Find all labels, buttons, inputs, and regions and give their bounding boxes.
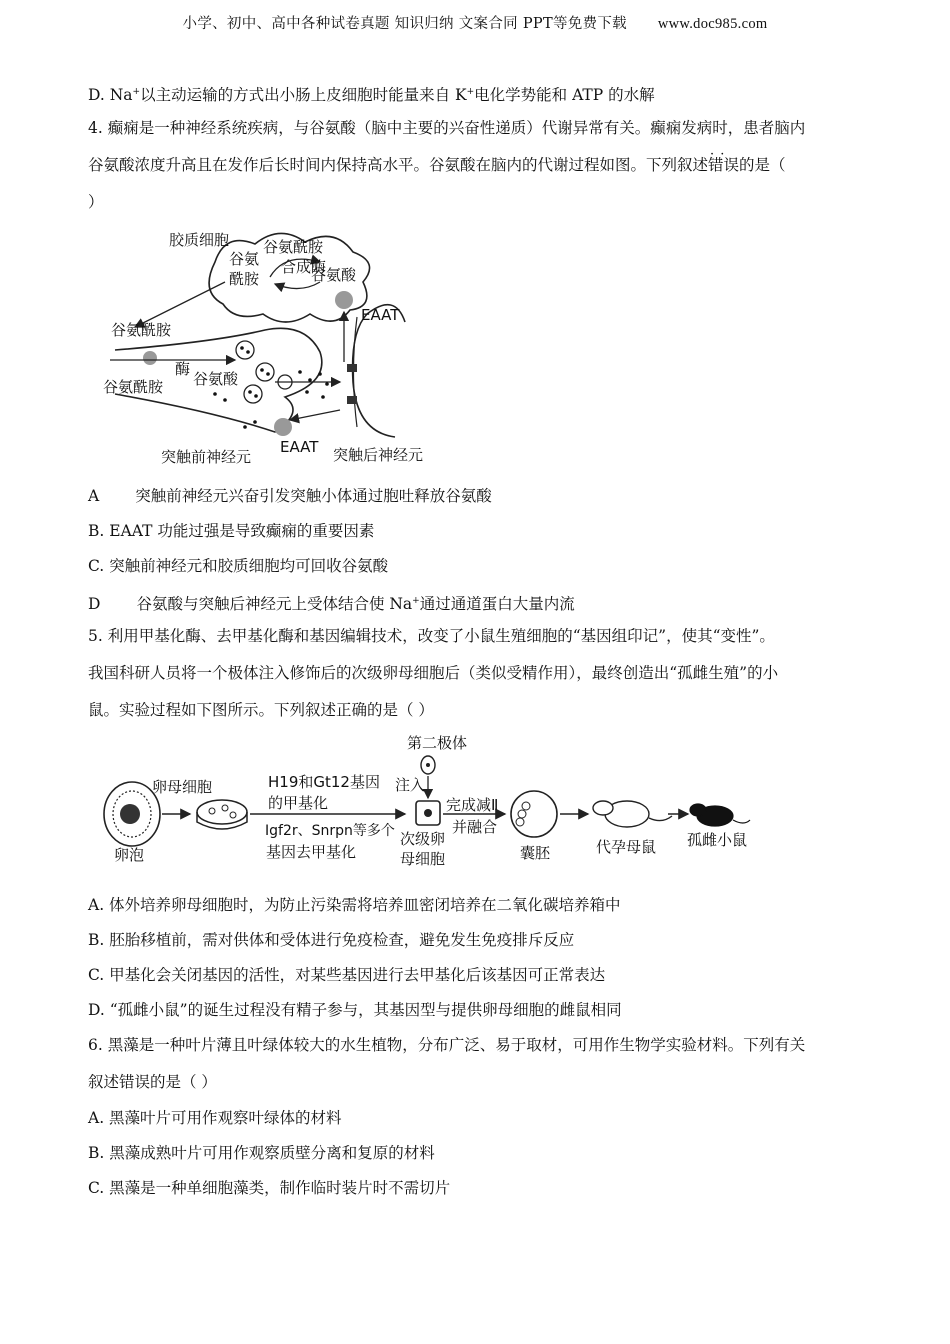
q6-option-c: C. 黑藻是一种单细胞藻类，制作临时装片时不需切片 [88,1179,451,1197]
svg-text:EAAT: EAAT [361,306,400,324]
q5-option-d: D. “孤雌小鼠”的诞生过程没有精子参与，其基因型与提供卵母细胞的雌鼠相同 [88,1001,622,1019]
svg-text:卵泡: 卵泡 [114,846,145,864]
q5-option-a: A. 体外培养卵母细胞时，为防止污染需将培养皿密闭培养在二氧化碳培养箱中 [88,896,621,914]
q5-stem-line2: 我国科研人员将一个极体注入修饰后的次级卵母细胞后（类似受精作用），最终创造出“孤雌生殖”的小 [88,664,779,682]
svg-text:孤雌小鼠: 孤雌小鼠 [687,831,748,849]
svg-text:卵母细胞: 卵母细胞 [152,778,213,796]
q5-option-b: B. 胚胎移植前，需对供体和受体进行免疫检查，避免发生免疫排斥反应 [88,931,575,949]
svg-text:注入: 注入 [395,776,426,794]
svg-text:并融合: 并融合 [452,818,498,836]
page-header [0,12,950,33]
svg-text:次级卵: 次级卵 [400,830,446,848]
q6-option-b: B. 黑藻成熟叶片可用作观察质壁分离和复原的材料 [88,1144,435,1162]
transporter [143,351,157,365]
q6-stem-line2: 叙述错误的是（ ） [88,1073,217,1091]
svg-text:完成减Ⅱ: 完成减Ⅱ [446,796,499,814]
eaat-transporter [335,291,353,309]
q5-stem-line1: 5. 利用甲基化酶、去甲基化酶和基因编辑技术，改变了小鼠生殖细胞的“基因组印记”，使其“变性”。 [88,627,775,645]
q5-stem-line3: 鼠。实验过程如下图所示。下列叙述正确的是（ ） [88,701,434,719]
svg-text:谷氨酸: 谷氨酸 [193,370,239,388]
q4-stem-line3: ） [88,193,104,211]
svg-text:Igf2r、Snrpn等多个: Igf2r、Snrpn等多个 [265,823,395,839]
header-site[interactable]: www.doc985.com [657,16,768,32]
header-text: 小学、初中、高中各种试卷真题 知识归纳 文案合同 PPT等免费下载 [182,16,627,32]
svg-text:基因去甲基化: 基因去甲基化 [266,843,357,861]
q4-stem-line1: 4. 癫痫是一种神经系统疾病，与谷氨酸（脑中主要的兴奋性递质）代谢异常有关。癫痫发病时，患者脑内 [88,119,806,137]
emphasis-text: 错误 · · [708,156,739,174]
synapse-diagram [95,222,455,472]
svg-text:谷氨酸: 谷氨酸 [311,266,357,284]
q6-option-a: A. 黑藻叶片可用作观察叶绿体的材料 [88,1109,342,1127]
svg-text:母细胞: 母细胞 [400,850,446,868]
svg-text:酰胺: 酰胺 [229,270,260,288]
q3-option-d: D. Na+以主动运输的方式出小肠上皮细胞时能量来自 K+电化学势能和 ATP 的水解 [88,86,655,104]
q6-stem-line1: 6. 黑藻是一种叶片薄且叶绿体较大的水生植物，分布广泛、易于取材，可用作生物学实验材料。下列有关 [88,1036,806,1054]
receptor [347,396,357,404]
svg-text:突触后神经元: 突触后神经元 [333,446,424,464]
parthenogenetic-mouse-icon [690,804,750,826]
svg-text:合成酶: 合成酶 [281,258,327,276]
surrogate-mouse-icon [593,801,672,827]
q5-option-c: C. 甲基化会关闭基因的活性，对某些基因进行去甲基化后该基因可正常表达 [88,966,606,984]
svg-text:代孕母鼠: 代孕母鼠 [596,838,657,856]
q4-option-d: D 谷氨酸与突触后神经元上受体结合使 Na+通过通道蛋白大量内流 [88,595,575,613]
eaat-transporter [274,418,292,436]
parthenogenesis-diagram [100,732,770,872]
svg-text:H19和Gt12基因: H19和Gt12基因 [268,773,380,791]
label-glia: 胶质细胞 [169,231,230,249]
receptor [347,364,357,372]
blastocyst-icon [511,791,557,837]
svg-text:的甲基化: 的甲基化 [268,794,329,812]
q4-option-b: B. EAAT 功能过强是导致癫痫的重要因素 [88,522,375,540]
svg-text:酶: 酶 [175,360,191,378]
svg-text:突触前神经元: 突触前神经元 [161,448,252,466]
svg-text:EAAT: EAAT [280,438,319,456]
svg-text:谷氨酰胺: 谷氨酰胺 [263,238,324,256]
svg-text:谷氨: 谷氨 [229,250,260,268]
svg-text:第二极体: 第二极体 [407,734,468,752]
svg-text:囊胚: 囊胚 [520,844,551,862]
svg-text:谷氨酰胺: 谷氨酰胺 [103,378,164,396]
q4-option-a: A 突触前神经元兴奋引发突触小体通过胞吐释放谷氨酸 [88,487,492,505]
petri-dish-icon [197,800,247,829]
svg-text:谷氨酰胺: 谷氨酰胺 [111,321,172,339]
q4-stem-line2: 谷氨酸浓度升高且在发作后长时间内保持高水平。谷氨酸在脑内的代谢过程如图。下列叙述错误 · ·的是（ [88,155,786,175]
vesicles [236,341,292,403]
q4-option-c: C. 突触前神经元和胶质细胞均可回收谷氨酸 [88,557,389,575]
